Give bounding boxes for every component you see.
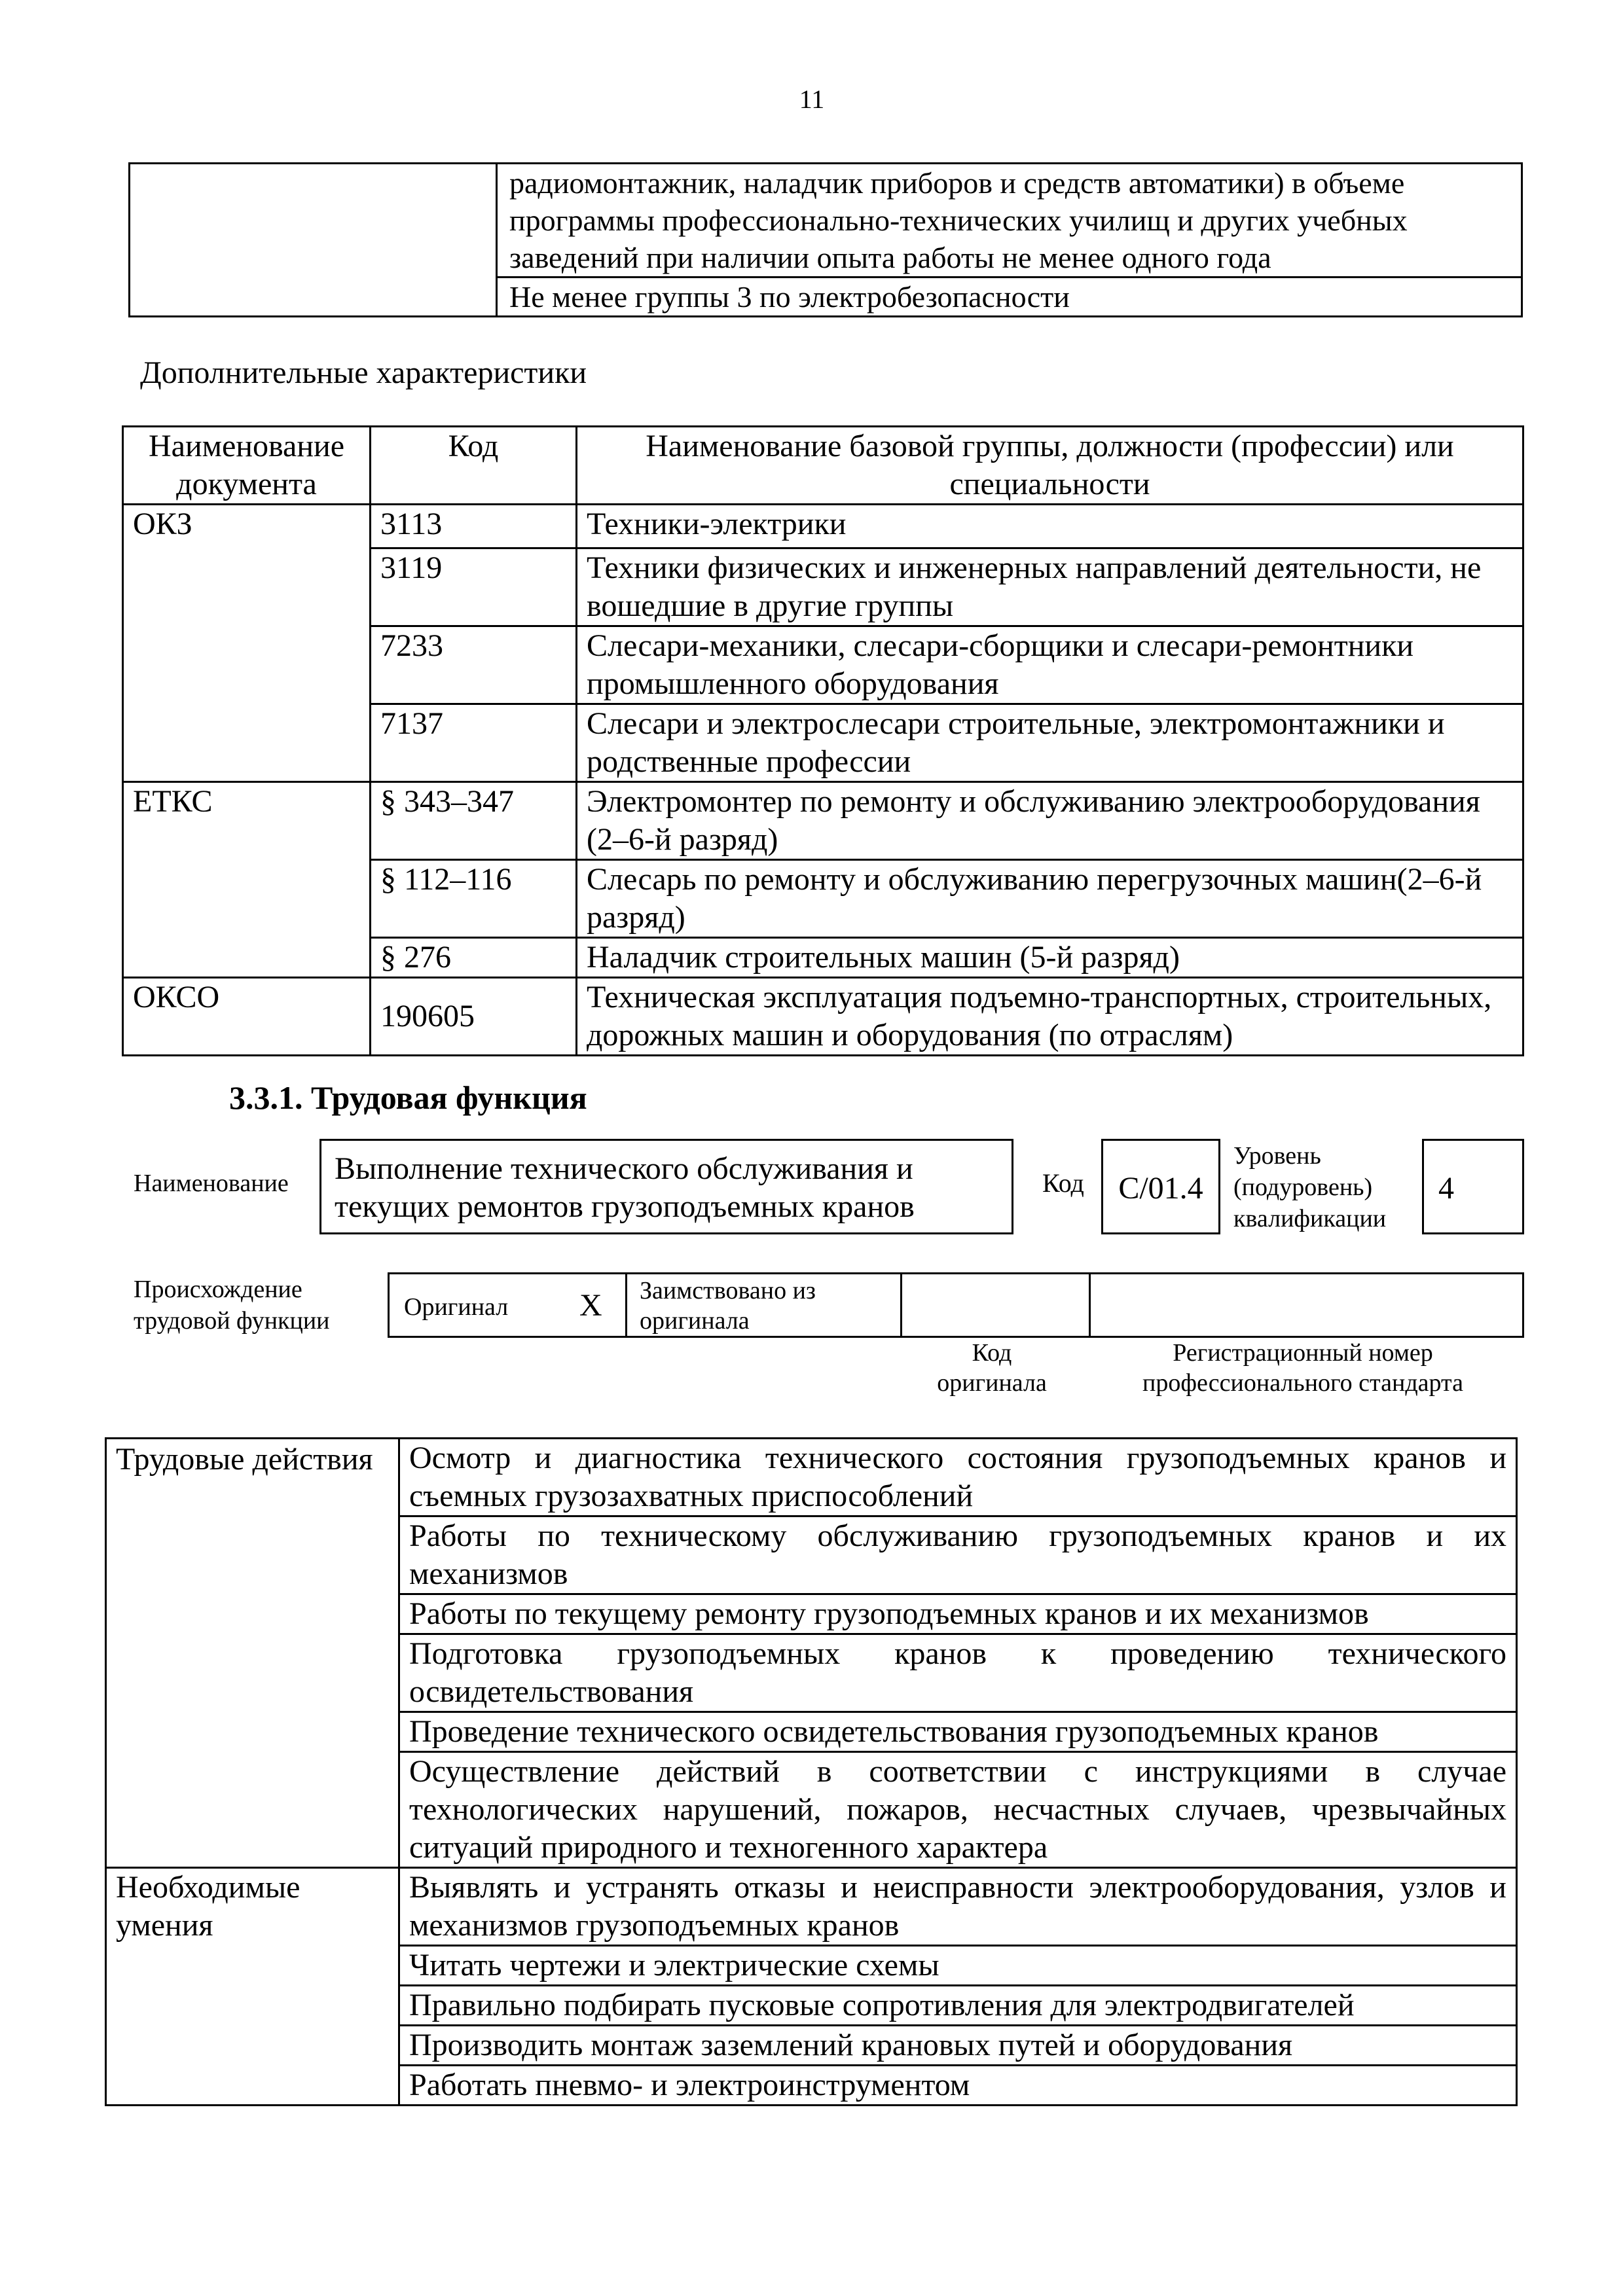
labor-action-item: Работы по техническому обслуживанию грузоподъемных кранов и их механизмов <box>399 1516 1517 1594</box>
name-cell: Слесарь по ремонту и обслуживанию перегрузочных машин(2–6-й разряд) <box>577 860 1523 938</box>
characteristics-table <box>122 425 1524 1056</box>
origin-label: Происхождение трудовой функции <box>134 1276 330 1335</box>
code-cell: 3119 <box>371 548 577 626</box>
skill-item: Производить монтаж заземлений крановых путей и оборудования <box>399 2026 1517 2066</box>
header-code: Код <box>371 427 577 505</box>
function-name-label: Наименование <box>134 1170 289 1197</box>
origin-reg-caption: Регистрационный номер профессионального стандарта <box>1142 1339 1463 1397</box>
labor-actions-label: Трудовые действия <box>106 1439 399 1868</box>
name-cell: Слесари-механики, слесари-сборщики и слесари-ремонтники промышленного оборудования <box>577 626 1523 704</box>
labor-function-heading: 3.3.1. Трудовая функция <box>229 1079 587 1116</box>
name-cell: Электромонтер по ремонту и обслуживанию электрооборудования (2–6-й разряд) <box>577 782 1523 860</box>
name-cell: Техники-электрики <box>577 505 1523 548</box>
name-cell: Техническая эксплуатация подъемно-транспортных, строительных, дорожных машин и оборудования (по отраслям) <box>577 978 1523 1056</box>
qualification-level-label: Уровень (подуровень) квалификации <box>1233 1142 1387 1232</box>
doc-cell: ЕТКС <box>123 782 371 978</box>
origin-divider <box>1089 1274 1091 1336</box>
origin-original-label: Оригинал <box>404 1293 509 1321</box>
required-skills-label: Необходимые умения <box>106 1868 399 2106</box>
skill-item: Выявлять и устранять отказы и неисправности электрооборудования, узлов и механизмов грузоподъемных кранов <box>399 1868 1517 1946</box>
origin-code-caption: Код оригинала <box>937 1339 1047 1397</box>
function-code-box <box>1101 1139 1220 1234</box>
function-code-value: C/01.4 <box>1118 1171 1203 1206</box>
code-cell: § 276 <box>371 938 577 978</box>
code-cell: 7137 <box>371 704 577 782</box>
code-cell: 190605 <box>371 978 577 1056</box>
code-cell: 3113 <box>371 505 577 548</box>
origin-divider <box>900 1274 902 1336</box>
code-cell: § 112–116 <box>371 860 577 938</box>
header-doc: Наименование документа <box>123 427 371 505</box>
name-cell: Слесари и электрослесари строительные, электромонтажники и родственные профессии <box>577 704 1523 782</box>
labor-action-item: Осуществление действий в соответствии с инструкциями в случае технологических нарушений, пожаров, несчастных случаев, чрезвычайных ситуаций природного и техногенного характера <box>399 1752 1517 1868</box>
skill-item: Читать чертежи и электрические схемы <box>399 1946 1517 1986</box>
labor-action-item: Подготовка грузоподъемных кранов к проведению технического освидетельствования <box>399 1634 1517 1712</box>
continuation-line: программы профессионально-технических училищ и других учебных <box>509 204 1408 237</box>
continuation-left-cell <box>130 164 497 317</box>
origin-borrowed-label: Заимствовано из оригинала <box>640 1277 816 1335</box>
header-name: Наименование базовой группы, должности (профессии) или специальности <box>577 427 1523 505</box>
labor-action-item: Работы по текущему ремонту грузоподъемных кранов и их механизмов <box>399 1594 1517 1634</box>
labor-action-item: Проведение технического освидетельствования грузоподъемных кранов <box>399 1712 1517 1752</box>
continuation-table <box>128 162 1523 317</box>
doc-cell: ОКЗ <box>123 505 371 782</box>
additional-characteristics-heading: Дополнительные характеристики <box>140 355 587 390</box>
origin-divider <box>625 1274 627 1336</box>
name-cell: Наладчик строительных машин (5-й разряд) <box>577 938 1523 978</box>
origin-original-mark: X <box>579 1288 602 1323</box>
skill-item: Правильно подбирать пусковые сопротивления для электродвигателей <box>399 1986 1517 2026</box>
code-cell: 7233 <box>371 626 577 704</box>
qualification-level-value: 4 <box>1438 1171 1454 1206</box>
name-cell: Техники физических и инженерных направлений деятельности, не вошедшие в другие группы <box>577 548 1523 626</box>
code-cell: § 343–347 <box>371 782 577 860</box>
function-code-label: Код <box>1042 1168 1084 1198</box>
continuation-right-cell <box>497 164 1522 317</box>
doc-cell: ОКСО <box>123 978 371 1056</box>
function-name-box <box>319 1139 1013 1234</box>
continuation-line: заведений при наличии опыта работы не менее одного года <box>509 241 1271 274</box>
continuation-line: радиомонтажник, наладчик приборов и средств автоматики) в объеме <box>509 166 1405 200</box>
skill-item: Работать пневмо- и электроинструментом <box>399 2066 1517 2106</box>
page-number: 11 <box>799 84 825 114</box>
labor-action-item: Осмотр и диагностика технического состояния грузоподъемных кранов и съемных грузозахватных приспособлений <box>399 1439 1517 1516</box>
function-name-value: Выполнение технического обслуживания и текущих ремонтов грузоподъемных кранов <box>335 1151 915 1224</box>
electrical-safety-group: Не менее группы 3 по электробезопасности <box>498 276 1521 315</box>
origin-box <box>388 1272 1524 1338</box>
qualification-level-box <box>1422 1139 1524 1234</box>
actions-skills-table <box>105 1437 1518 2106</box>
